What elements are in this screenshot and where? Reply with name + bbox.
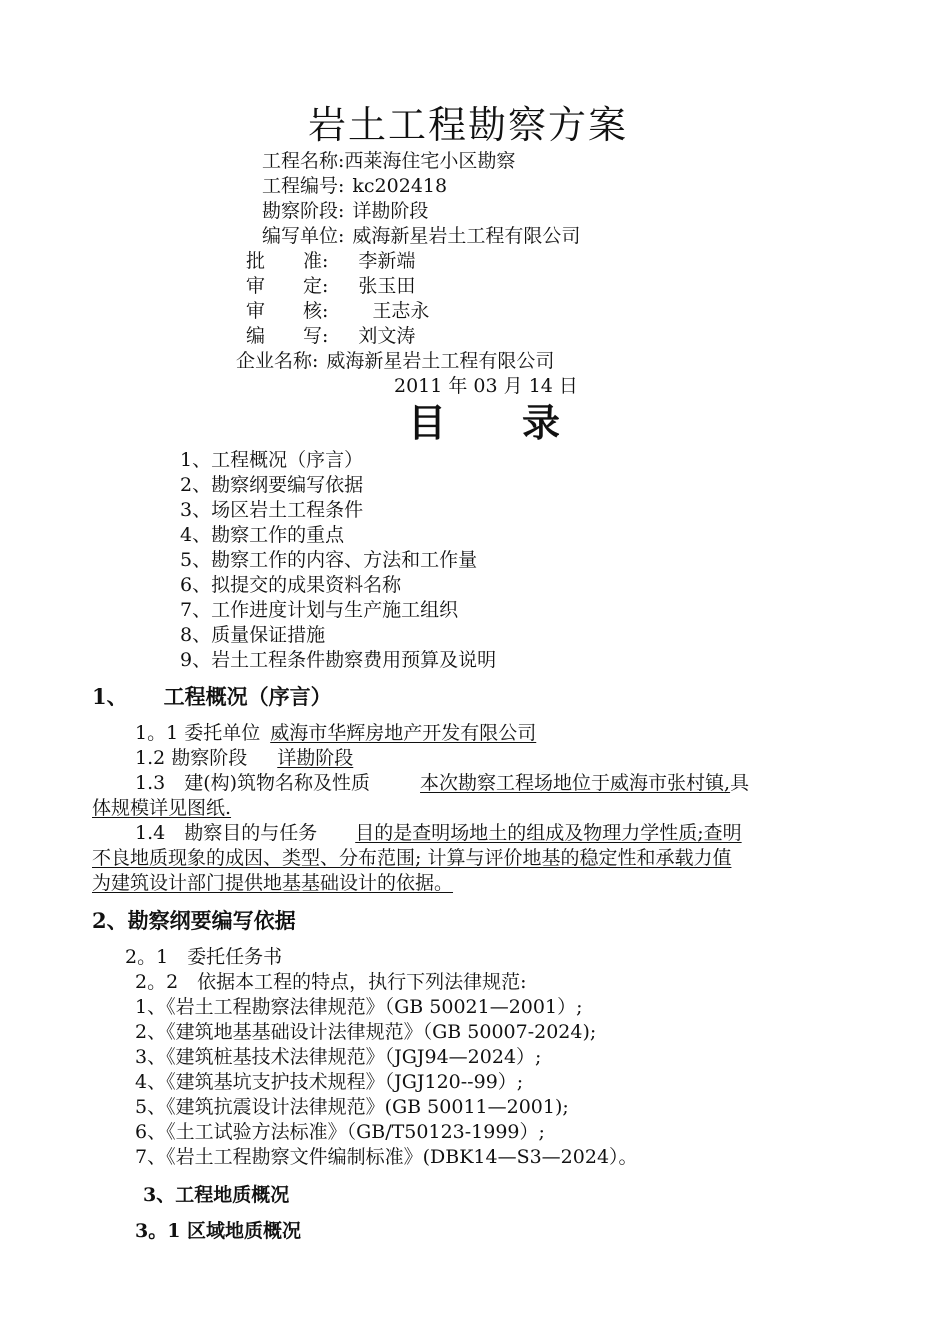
- s2-basis: 2。2 依据本工程的特点，执行下列法律规范:: [135, 971, 527, 993]
- s1-building: 1.3 建(构)筑物名称及性质 本次勘察工程场地位于威海市张村镇,具: [135, 772, 750, 794]
- s1-client: 1。1 委托单位 威海市华辉房地产开发有限公司: [135, 722, 537, 744]
- section-3-1-heading: 3。1 区域地质概况: [135, 1220, 302, 1242]
- toc-item: 7、工作进度计划与生产施工组织: [180, 599, 459, 621]
- info-writer: 编 写: 刘文涛: [246, 325, 416, 347]
- document-title: 岩土工程勘察方案: [308, 103, 629, 147]
- toc-item: 9、岩土工程条件勘察费用预算及说明: [180, 649, 497, 671]
- s2-ref: 7、《岩土工程勘察文件编制标准》(DBK14—S3—2024）。: [135, 1146, 638, 1168]
- section-2-heading: 2、勘察纲要编写依据: [92, 908, 296, 933]
- toc-item: 1、工程概况（序言）: [180, 449, 364, 471]
- toc-item: 8、质量保证措施: [180, 624, 326, 646]
- toc-item: 4、勘察工作的重点: [180, 524, 345, 546]
- toc-item: 2、勘察纲要编写依据: [180, 474, 364, 496]
- s1-building-cont: 体规模详见图纸.: [92, 797, 232, 819]
- s2-ref: 4、《建筑基坑支护技术规程》（JGJ120--99）;: [135, 1071, 524, 1093]
- document-date: 2011 年 03 月 14 日: [394, 375, 578, 397]
- info-review: 审 核: 王志永: [246, 300, 430, 322]
- info-approve: 批 准: 李新端: [246, 250, 416, 272]
- info-examine: 审 定: 张玉田: [246, 275, 416, 297]
- section-1-heading: 1、 工程概况（序言）: [92, 684, 332, 709]
- toc-title: 目 录: [408, 400, 561, 445]
- info-author-unit: 编写单位: 威海新星岩土工程有限公司: [262, 225, 581, 247]
- s1-purpose-line3: 为建筑设计部门提供地基基础设计的依据。: [92, 872, 454, 894]
- section-3-heading: 3、工程地质概况: [143, 1184, 290, 1206]
- s1-purpose: 1.4 勘察目的与任务 目的是查明场地土的组成及物理力学性质;查明: [135, 822, 742, 844]
- toc-item: 5、勘察工作的内容、方法和工作量: [180, 549, 478, 571]
- s2-task-book: 2。1 委托任务书: [125, 946, 283, 968]
- s2-ref: 3、《建筑桩基技术法律规范》（JGJ94—2024）;: [135, 1046, 542, 1068]
- toc-item: 3、场区岩土工程条件: [180, 499, 364, 521]
- info-stage: 勘察阶段: 详勘阶段: [262, 200, 429, 222]
- toc-item: 6、拟提交的成果资料名称: [180, 574, 402, 596]
- s1-purpose-line2: 不良地质现象的成因、类型、分布范围; 计算与评价地基的稳定性和承载力值: [92, 847, 732, 869]
- info-project-name: 工程名称:西莱海住宅小区勘察: [262, 150, 516, 172]
- s2-ref: 6、《土工试验方法标准》（GB/T50123-1999）;: [135, 1121, 545, 1143]
- s2-ref: 1、《岩土工程勘察法律规范》（GB 50021—2001）;: [135, 996, 583, 1018]
- s1-stage: 1.2 勘察阶段 详勘阶段: [135, 747, 354, 769]
- s2-ref: 5、《建筑抗震设计法律规范》(GB 50011—2001);: [135, 1096, 569, 1118]
- info-company: 企业名称: 威海新星岩土工程有限公司: [236, 350, 555, 372]
- info-project-number: 工程编号: kc202418: [262, 175, 448, 197]
- s2-ref: 2、《建筑地基基础设计法律规范》（GB 50007-2024);: [135, 1021, 597, 1043]
